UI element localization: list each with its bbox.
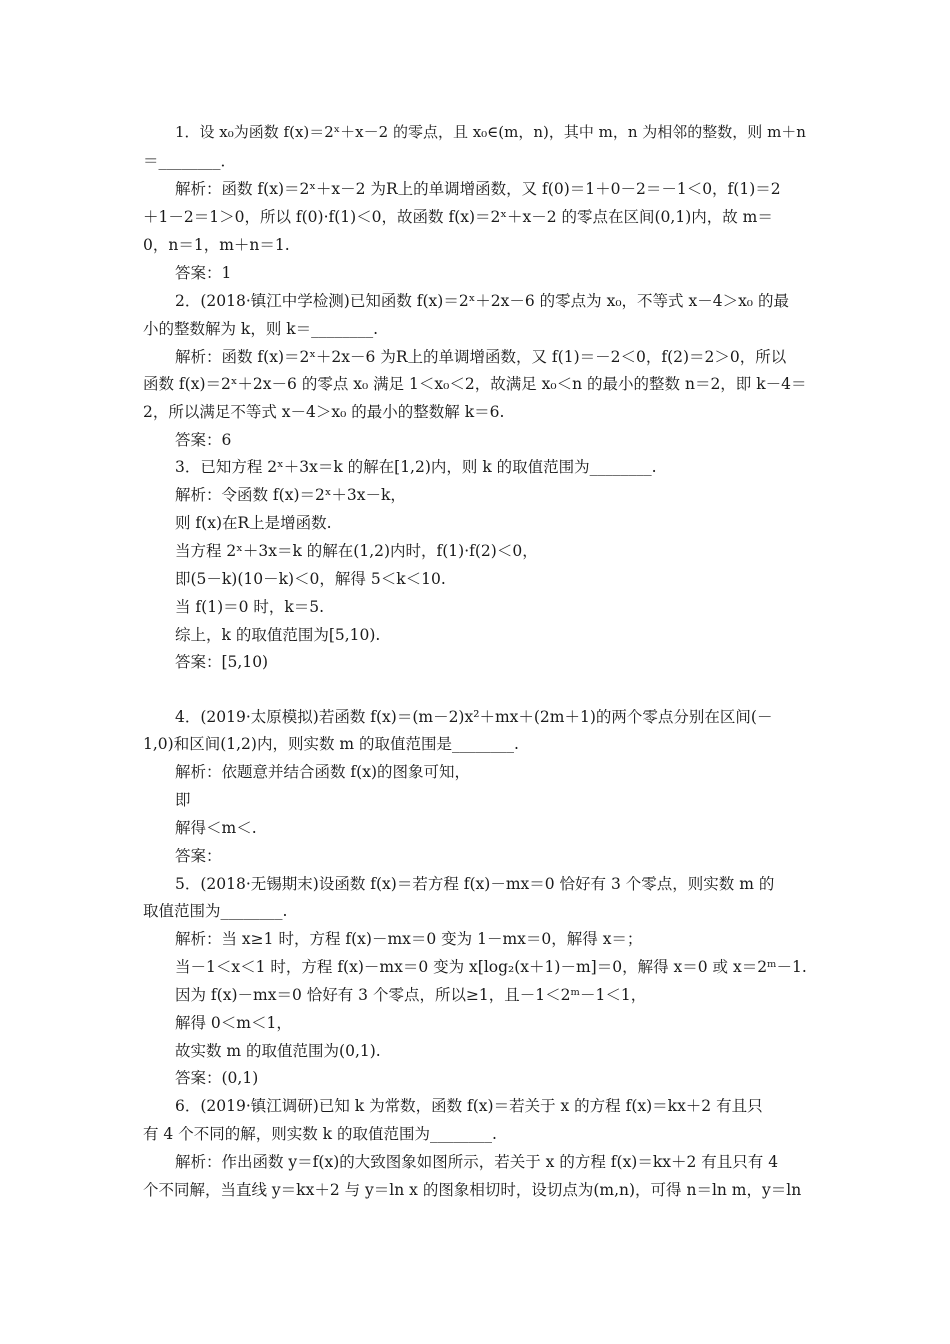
text-line: 答案：[5,10) xyxy=(175,653,269,671)
text-line: 当－1＜x＜1 时，方程 f(x)－mx＝0 变为 x[log₂(x＋1)－m]＝0，解得 x＝0 或 x＝2ᵐ－1. xyxy=(175,958,807,976)
text-line: 有 4 个不同的解，则实数 k 的取值范围为________. xyxy=(143,1125,497,1143)
text-line: 解得＜m＜. xyxy=(175,819,257,837)
text-line: 综上，k 的取值范围为[5,10). xyxy=(175,626,381,644)
text-line: 当方程 2ˣ＋3x＝k 的解在(1,2)内时，f(1)·f(2)＜0， xyxy=(175,542,538,560)
text-line: 因为 f(x)－mx＝0 恰好有 3 个零点，所以≥1，且－1＜2ᵐ－1＜1， xyxy=(175,986,647,1004)
text-line: 答案： xyxy=(175,847,222,865)
text-line: 即 xyxy=(175,791,191,809)
text-line: 小的整数解为 k，则 k＝________. xyxy=(143,320,379,338)
text-line: 个不同解，当直线 y＝kx＋2 与 y＝ln x 的图象相切时，设切点为(m,n)，可得 n＝ln m，y＝ln xyxy=(143,1181,802,1199)
text-line: 答案：1 xyxy=(175,264,232,282)
text-line: 答案：(0,1) xyxy=(175,1069,259,1087)
text-line: 2，所以满足不等式 x－4＞x₀ 的最小的整数解 k＝6. xyxy=(143,403,505,421)
text-line: 解析：依题意并结合函数 f(x)的图象可知， xyxy=(175,763,471,781)
text-line: 1．设 x₀为函数 f(x)＝2ˣ＋x－2 的零点，且 x₀∈(m，n)，其中 m，n 为相邻的整数，则 m＋n xyxy=(175,123,806,141)
text-line: 解析：函数 f(x)＝2ˣ＋2x－6 为R上的单调增函数，又 f(1)＝－2＜0，f(2)＝2＞0，所以 xyxy=(175,348,787,366)
text-line: ＝________． xyxy=(143,152,237,170)
text-line: 解得 0＜m＜1， xyxy=(175,1014,292,1032)
text-line: 故实数 m 的取值范围为(0,1). xyxy=(175,1042,381,1060)
text-line: 则 f(x)在R上是增函数. xyxy=(175,514,332,532)
text-line: 4．(2019·太原模拟)若函数 f(x)＝(m－2)x²＋mx＋(2m＋1)的两个零点分别在区间(－ xyxy=(175,708,773,726)
text-line: 解析：令函数 f(x)＝2ˣ＋3x－k， xyxy=(175,486,406,504)
text-line: 解析：当 x≥1 时，方程 f(x)－mx＝0 变为 1－mx＝0，解得 x＝； xyxy=(175,930,643,948)
text-line: 答案：6 xyxy=(175,431,232,449)
text-line: 即(5－k)(10－k)＜0，解得 5＜k＜10. xyxy=(175,570,446,588)
text-line: 解析：作出函数 y＝f(x)的大致图象如图所示，若关于 x 的方程 f(x)＝kx＋2 有且只有 4 xyxy=(175,1153,779,1171)
text-line: ＋1－2＝1＞0，所以 f(0)·f(1)＜0，故函数 f(x)＝2ˣ＋x－2 的零点在区间(0,1)内，故 m＝ xyxy=(143,208,773,226)
text-line: 取值范围为________. xyxy=(143,902,288,920)
text-line: 函数 f(x)＝2ˣ＋2x－6 的零点 x₀ 满足 1＜x₀＜2，故满足 x₀＜n 的最小的整数 n＝2，即 k－4＝ xyxy=(143,375,807,393)
text-line: 1,0)和区间(1,2)内，则实数 m 的取值范围是________. xyxy=(143,735,519,753)
text-line: 5．(2018·无锡期末)设函数 f(x)＝若方程 f(x)－mx＝0 恰好有 3 个零点，则实数 m 的 xyxy=(175,875,775,893)
text-line: 2．(2018·镇江中学检测)已知函数 f(x)＝2ˣ＋2x－6 的零点为 x₀，不等式 x－4＞x₀ 的最 xyxy=(175,292,789,310)
text-line: 6．(2019·镇江调研)已知 k 为常数，函数 f(x)＝若关于 x 的方程 f(x)＝kx＋2 有且只 xyxy=(175,1097,763,1115)
text-line: 3．已知方程 2ˣ＋3x＝k 的解在[1,2)内，则 k 的取值范围为________. xyxy=(175,458,657,476)
text-line: 0，n＝1，m＋n＝1. xyxy=(143,236,290,254)
text-line: 当 f(1)＝0 时，k＝5. xyxy=(175,598,325,616)
text-line: 解析：函数 f(x)＝2ˣ＋x－2 为R上的单调增函数，又 f(0)＝1＋0－2＝－1＜0，f(1)＝2 xyxy=(175,180,781,198)
